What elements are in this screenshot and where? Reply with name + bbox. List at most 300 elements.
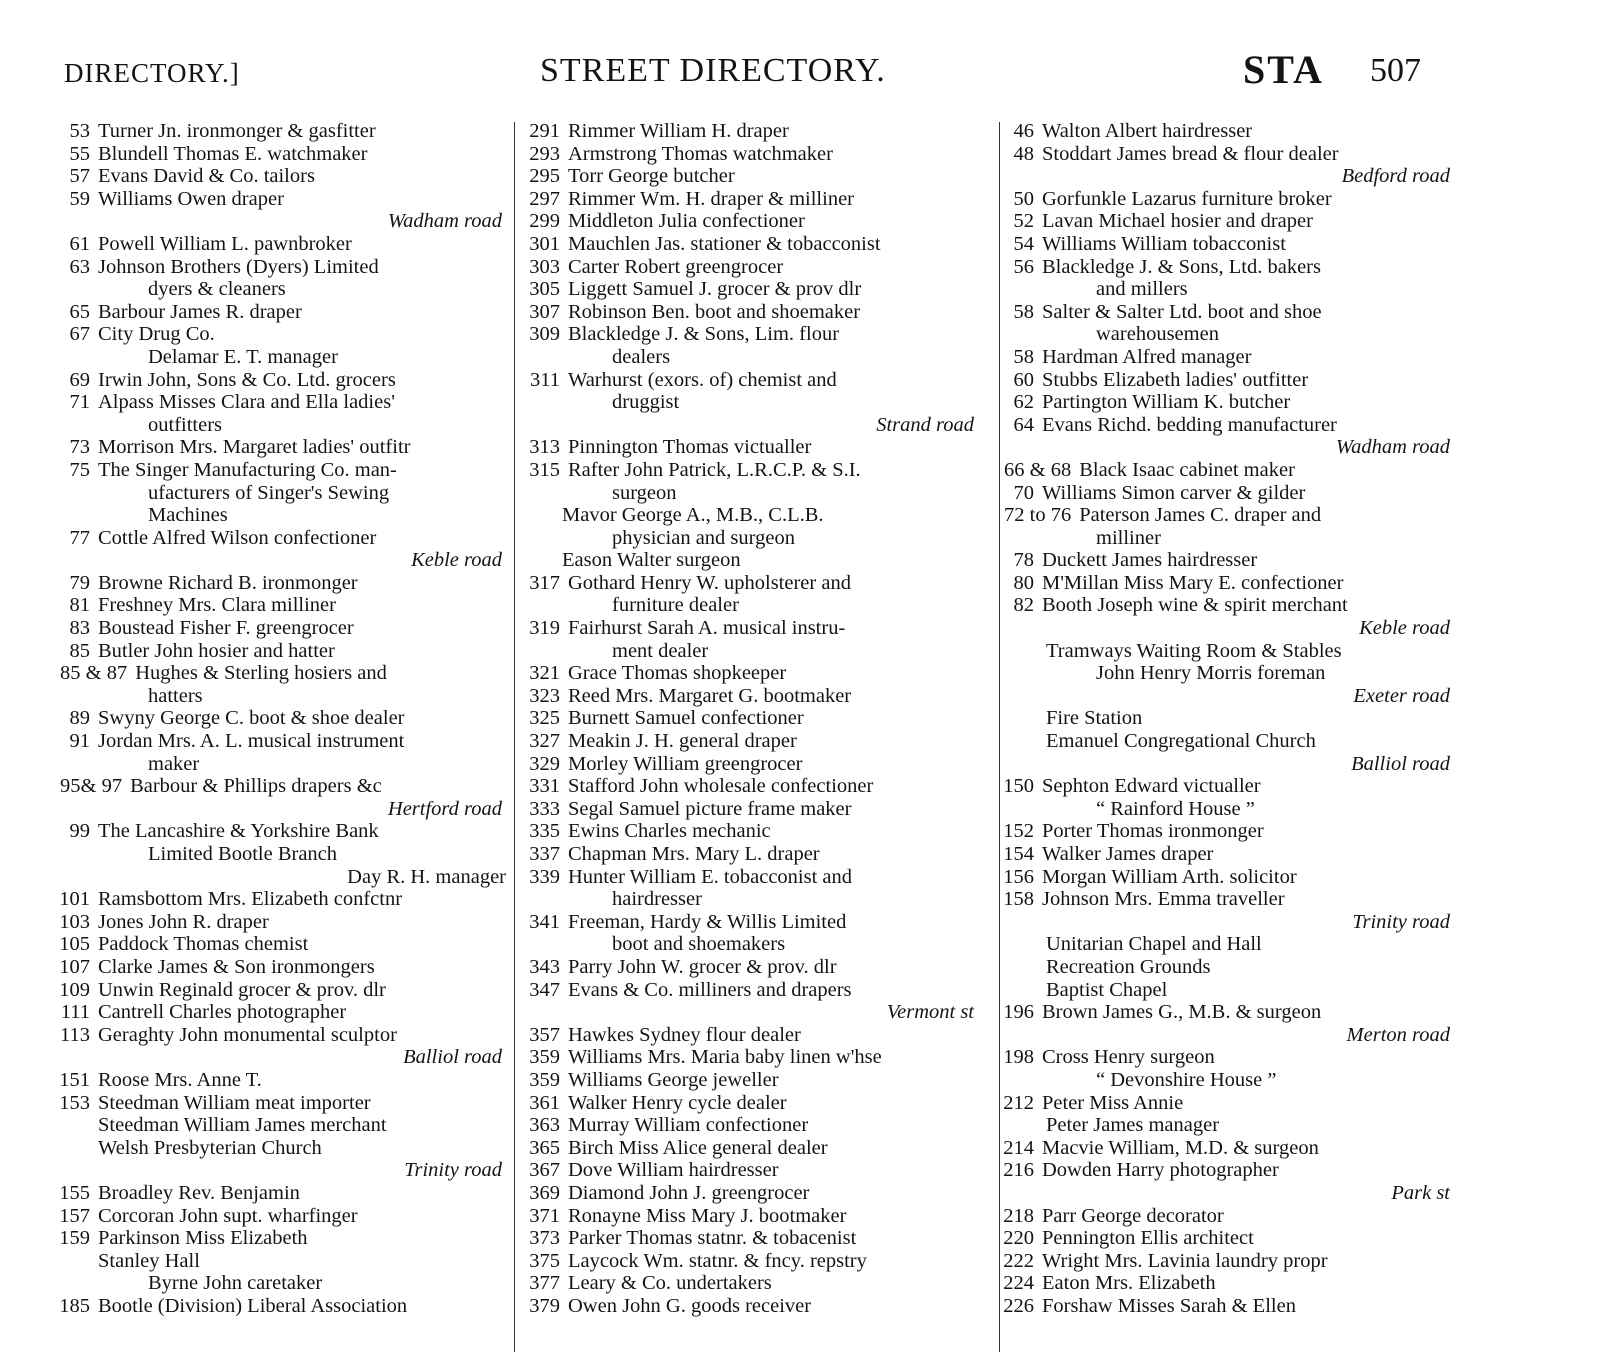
- entry-text: Turner Jn. ironmonger & gasfitter: [98, 120, 376, 142]
- street-number: 365: [529, 1136, 560, 1159]
- street-number: 339: [529, 865, 560, 888]
- street-number: 309: [529, 323, 560, 346]
- entry-text: Irwin John, Sons & Co. Ltd. grocers: [98, 368, 396, 391]
- directory-entry: [50, 1001, 520, 1024]
- entry-text: Brown James G., M.B. & surgeon: [1042, 1001, 1322, 1024]
- directory-column-2: [514, 120, 992, 1352]
- directory-entry: [514, 1137, 992, 1160]
- street-number: 375: [529, 1249, 560, 1272]
- street-heading: Balliol road: [1351, 752, 1450, 775]
- street-number: 55: [69, 142, 90, 165]
- directory-entry: [50, 301, 520, 324]
- directory-entry: [514, 1250, 992, 1273]
- street-number: 109: [59, 978, 90, 1001]
- entry-text: Walker Henry cycle dealer: [568, 1091, 787, 1114]
- directory-entry: [514, 436, 992, 459]
- street-number: 113: [60, 1023, 90, 1046]
- street-number: 216: [1003, 1159, 1034, 1182]
- entry-continuation: ment dealer: [612, 639, 709, 662]
- entry-text: Cantrell Charles photographer: [98, 1001, 347, 1024]
- street-number: 363: [529, 1114, 560, 1137]
- directory-entry: [50, 1182, 520, 1205]
- entry-text: Parry John W. grocer & prov. dlr: [568, 955, 837, 978]
- directory-column-3: [998, 120, 1468, 1352]
- street-number: 152: [1003, 820, 1034, 843]
- directory-entry: [998, 1159, 1468, 1182]
- directory-entry: [50, 1205, 520, 1228]
- entry-text: Browne Richard B. ironmonger: [98, 571, 358, 594]
- street-number: 63: [69, 255, 90, 278]
- entry-text: The Singer Manufacturing Co. man-: [98, 458, 397, 481]
- street-number: 198: [1003, 1046, 1034, 1069]
- entry-text: Johnson Mrs. Emma traveller: [1042, 888, 1285, 911]
- street-heading: Merton road: [1346, 1023, 1450, 1046]
- directory-entry: Unitarian Chapel and Hall: [1046, 933, 1262, 956]
- entry-text: Stubbs Elizabeth ladies' outfitter: [1042, 368, 1309, 391]
- street-number: 80: [1013, 571, 1034, 594]
- directory-entry: [50, 640, 520, 663]
- entry-continuation: furniture dealer: [612, 594, 739, 617]
- entry-text: Hunter William E. tobacconist and: [568, 865, 853, 888]
- street-number: 295: [529, 165, 560, 188]
- entry-text: Alpass Misses Clara and Ella ladies': [98, 391, 395, 414]
- street-number: 222: [1003, 1249, 1034, 1272]
- street-number: 212: [1003, 1091, 1034, 1114]
- directory-entry: [514, 572, 992, 595]
- directory-entry: [514, 956, 992, 979]
- entry-continuation: hairdresser: [612, 888, 702, 911]
- entry-text: Rafter John Patrick, L.R.C.P. & S.I.: [568, 458, 861, 481]
- street-number: 83: [69, 617, 90, 640]
- street-number: 377: [529, 1272, 560, 1295]
- street-number: 315: [529, 458, 560, 481]
- entry-text: Ewins Charles mechanic: [568, 820, 771, 843]
- directory-entry: [514, 979, 992, 1002]
- directory-entry: [50, 911, 520, 934]
- street-heading: Keble road: [411, 549, 502, 572]
- directory-entry: [998, 775, 1468, 798]
- directory-entry: [514, 662, 992, 685]
- directory-entry: [514, 1227, 992, 1250]
- directory-entry: [998, 391, 1468, 414]
- entry-text: Grace Thomas shopkeeper: [568, 662, 787, 685]
- entry-text: Cross Henry surgeon: [1042, 1046, 1215, 1069]
- directory-entry: [998, 143, 1468, 166]
- directory-entry: [50, 888, 520, 911]
- street-number: 58: [1013, 300, 1034, 323]
- street-number: 52: [1013, 210, 1034, 233]
- entry-text: Warhurst (exors. of) chemist and: [568, 368, 837, 391]
- entry-text: Laycock Wm. statnr. & fncy. repstry: [568, 1249, 867, 1272]
- street-number: 367: [529, 1159, 560, 1182]
- directory-entry: [50, 1295, 520, 1318]
- entry-text: Roose Mrs. Anne T.: [98, 1068, 262, 1091]
- street-number: 343: [529, 955, 560, 978]
- entry-continuation: warehousemen: [1096, 323, 1219, 346]
- entry-text: Carter Robert greengrocer: [568, 255, 784, 278]
- street-number: 48: [1013, 142, 1034, 165]
- entry-continuation: physician and surgeon: [612, 526, 795, 549]
- street-number: 220: [1003, 1227, 1034, 1250]
- entry-text: Barbour James R. draper: [98, 300, 302, 323]
- directory-entry: [998, 188, 1468, 211]
- street-number: 53: [69, 120, 90, 142]
- entry-text: Parkinson Miss Elizabeth: [98, 1227, 308, 1250]
- street-number: 293: [529, 142, 560, 165]
- street-number: 85 & 87: [60, 662, 128, 685]
- directory-entry: [50, 775, 520, 798]
- entry-text: Evans David & Co. tailors: [98, 165, 315, 188]
- directory-entry: [514, 1205, 992, 1228]
- directory-entry: [50, 1069, 520, 1092]
- entry-continuation: Day R. H. manager: [347, 865, 506, 888]
- entry-continuation: druggist: [612, 391, 680, 414]
- entry-text: Williams Simon carver & gilder: [1042, 481, 1306, 504]
- directory-entry: Emanuel Congregational Church: [1046, 730, 1316, 753]
- directory-entry: [514, 1024, 992, 1047]
- street-number: 77: [69, 526, 90, 549]
- entry-text: Middleton Julia confectioner: [568, 210, 805, 233]
- entry-text: Stoddart James bread & flour dealer: [1042, 142, 1339, 165]
- directory-entry: Stanley Hall: [98, 1249, 200, 1272]
- street-number: 214: [1003, 1136, 1034, 1159]
- directory-entry: [514, 459, 992, 482]
- street-number: 297: [529, 187, 560, 210]
- entry-continuation: outfitters: [148, 413, 223, 436]
- directory-entry: [514, 143, 992, 166]
- directory-entry: [50, 459, 520, 482]
- street-number: 151: [59, 1068, 90, 1091]
- street-number: 307: [529, 300, 560, 323]
- entry-text: Murray William confectioner: [568, 1114, 809, 1137]
- directory-entry: [50, 662, 520, 685]
- entry-text: Ronayne Miss Mary J. bootmaker: [568, 1204, 847, 1227]
- entry-continuation: maker: [148, 752, 200, 775]
- directory-entry: [998, 820, 1468, 843]
- directory-entry: [514, 707, 992, 730]
- entry-text: Porter Thomas ironmonger: [1042, 820, 1264, 843]
- entry-text: Booth Joseph wine & spirit merchant: [1042, 594, 1348, 617]
- entry-continuation: “ Rainford House ”: [1096, 797, 1255, 820]
- directory-entry: [50, 165, 520, 188]
- street-number: 111: [60, 1001, 90, 1024]
- street-number: 379: [529, 1294, 560, 1317]
- directory-entry: [514, 1159, 992, 1182]
- entry-text: Duckett James hairdresser: [1042, 549, 1258, 572]
- directory-entry: [998, 301, 1468, 324]
- entry-text: Dove William hairdresser: [568, 1159, 779, 1182]
- page-title: STREET DIRECTORY.: [540, 52, 886, 89]
- street-number: 75: [69, 458, 90, 481]
- directory-entry: [50, 979, 520, 1002]
- entry-text: Steedman William meat importer: [98, 1091, 371, 1114]
- street-number: 69: [69, 368, 90, 391]
- entry-text: Pinnington Thomas victualler: [568, 436, 812, 459]
- street-number: 333: [529, 797, 560, 820]
- entry-text: Parr George decorator: [1042, 1204, 1224, 1227]
- entry-text: Dowden Harry photographer: [1042, 1159, 1279, 1182]
- entry-text: Freshney Mrs. Clara milliner: [98, 594, 336, 617]
- street-number: 159: [59, 1227, 90, 1250]
- entry-text: Corcoran John supt. wharfinger: [98, 1204, 358, 1227]
- directory-entry: [514, 753, 992, 776]
- entry-text: Geraghty John monumental sculptor: [98, 1023, 397, 1046]
- entry-continuation: John Henry Morris foreman: [1096, 662, 1326, 685]
- entry-text: Lavan Michael hosier and draper: [1042, 210, 1313, 233]
- street-number: 154: [1003, 843, 1034, 865]
- directory-entry: [998, 346, 1468, 369]
- directory-entry: [514, 1069, 992, 1092]
- street-number: 291: [529, 120, 560, 142]
- entry-text: Barbour & Phillips drapers &c: [130, 775, 382, 798]
- street-number: 305: [529, 278, 560, 301]
- directory-entry: [998, 233, 1468, 256]
- street-number: 67: [69, 323, 90, 346]
- entry-text: Robinson Ben. boot and shoemaker: [568, 300, 861, 323]
- street-number: 155: [59, 1181, 90, 1204]
- entry-continuation: hatters: [148, 684, 203, 707]
- entry-text: Unwin Reginald grocer & prov. dlr: [98, 978, 386, 1001]
- directory-entry: [998, 120, 1468, 143]
- entry-continuation: dyers & cleaners: [148, 278, 286, 301]
- street-number: 196: [1003, 1001, 1034, 1024]
- directory-entry: [514, 369, 992, 392]
- directory-entry: [514, 685, 992, 708]
- street-number: 373: [529, 1227, 560, 1250]
- directory-entry: [50, 1024, 520, 1047]
- entry-text: Butler John hosier and hatter: [98, 639, 335, 662]
- directory-entry: [514, 843, 992, 866]
- street-number: 81: [69, 594, 90, 617]
- directory-entry: [50, 1092, 520, 1115]
- directory-entry: [50, 391, 520, 414]
- directory-entry: [514, 820, 992, 843]
- entry-text: Powell William L. pawnbroker: [98, 232, 352, 255]
- directory-entry: [998, 482, 1468, 505]
- directory-entry: [998, 866, 1468, 889]
- entry-text: Paterson James C. draper and: [1079, 504, 1322, 527]
- street-number: 361: [529, 1091, 560, 1114]
- street-heading: Hertford road: [387, 797, 502, 820]
- directory-entry: [50, 188, 520, 211]
- directory-entry: Mavor George A., M.B., C.L.B.: [562, 504, 824, 527]
- entry-text: Freeman, Hardy & Willis Limited: [568, 910, 847, 933]
- street-number: 303: [529, 255, 560, 278]
- entry-text: Diamond John J. greengrocer: [568, 1181, 810, 1204]
- street-number: 313: [529, 436, 560, 459]
- entry-text: The Lancashire & Yorkshire Bank: [98, 820, 379, 843]
- street-number: 347: [529, 978, 560, 1001]
- entry-text: Rimmer Wm. H. draper & milliner: [568, 187, 854, 210]
- entry-continuation: ufacturers of Singer's Sewing: [148, 481, 390, 504]
- street-number: 327: [529, 730, 560, 753]
- street-number: 58: [1013, 345, 1034, 368]
- street-number: 337: [529, 843, 560, 865]
- directory-entry: [998, 1227, 1468, 1250]
- directory-entry: [50, 436, 520, 459]
- entry-continuation: Limited Bootle Branch: [148, 843, 338, 865]
- entry-text: Stafford John wholesale confectioner: [568, 775, 874, 798]
- entry-text: Eaton Mrs. Elizabeth: [1042, 1272, 1216, 1295]
- entry-text: Sephton Edward victualler: [1042, 775, 1261, 798]
- street-number: 153: [59, 1091, 90, 1114]
- directory-entry: [998, 1092, 1468, 1115]
- directory-entry: Fire Station: [1046, 707, 1143, 730]
- directory-entry: [514, 301, 992, 324]
- entry-text: Clarke James & Son ironmongers: [98, 955, 375, 978]
- street-number: 319: [529, 617, 560, 640]
- directory-entry: [998, 369, 1468, 392]
- street-number: 64: [1013, 413, 1034, 436]
- street-number: 157: [59, 1204, 90, 1227]
- directory-entry: [998, 1295, 1468, 1318]
- directory-entry: [998, 504, 1468, 527]
- directory-entry: [514, 1092, 992, 1115]
- entry-continuation: boot and shoemakers: [612, 933, 786, 956]
- street-number: 61: [69, 232, 90, 255]
- street-number: 50: [1013, 187, 1034, 210]
- directory-entry: [514, 617, 992, 640]
- directory-entry: Steedman William James merchant: [98, 1114, 387, 1137]
- directory-entry: [998, 1205, 1468, 1228]
- street-number: 62: [1013, 391, 1034, 414]
- entry-text: Johnson Brothers (Dyers) Limited: [98, 255, 379, 278]
- street-number: 59: [69, 187, 90, 210]
- street-number: 95& 97: [60, 775, 123, 798]
- entry-text: Owen John G. goods receiver: [568, 1294, 812, 1317]
- street-number: 329: [529, 752, 560, 775]
- entry-continuation: “ Devonshire House ”: [1096, 1068, 1277, 1091]
- directory-entry: [514, 911, 992, 934]
- street-number: 73: [69, 436, 90, 459]
- entry-text: Blackledge J. & Sons, Lim. flour: [568, 323, 840, 346]
- street-number: 57: [69, 165, 90, 188]
- directory-entry: [50, 143, 520, 166]
- street-number: 311: [530, 368, 560, 391]
- directory-entry: [998, 1137, 1468, 1160]
- street-heading: Balliol road: [403, 1046, 502, 1069]
- street-number: 218: [1003, 1204, 1034, 1227]
- entry-text: Chapman Mrs. Mary L. draper: [568, 843, 820, 865]
- entry-text: Morgan William Arth. solicitor: [1042, 865, 1297, 888]
- running-head-left: DIRECTORY.]: [64, 58, 240, 88]
- directory-entry: [50, 572, 520, 595]
- street-number: 331: [529, 775, 560, 798]
- street-number: 357: [529, 1023, 560, 1046]
- entry-text: Morley William greengrocer: [568, 752, 803, 775]
- directory-entry: [998, 572, 1468, 595]
- entry-text: Walton Albert hairdresser: [1042, 120, 1253, 142]
- street-number: 317: [529, 571, 560, 594]
- directory-entry: [50, 594, 520, 617]
- directory-entry: [998, 1272, 1468, 1295]
- directory-entry: [998, 210, 1468, 233]
- entry-text: Pennington Ellis architect: [1042, 1227, 1254, 1250]
- street-number: 101: [59, 888, 90, 911]
- directory-entry: Recreation Grounds: [1046, 955, 1211, 978]
- entry-text: Wright Mrs. Lavinia laundry propr: [1042, 1249, 1328, 1272]
- directory-entry: Peter James manager: [1046, 1114, 1220, 1137]
- directory-entry: [514, 1295, 992, 1318]
- entry-text: Jones John R. draper: [98, 910, 269, 933]
- entry-text: Bootle (Division) Liberal Association: [98, 1294, 408, 1317]
- entry-text: Blundell Thomas E. watchmaker: [98, 142, 368, 165]
- entry-text: Gothard Henry W. upholsterer and: [568, 571, 851, 594]
- directory-entry: Baptist Chapel: [1046, 978, 1168, 1001]
- directory-entry: [998, 1250, 1468, 1273]
- directory-entry: [998, 1046, 1468, 1069]
- entry-text: Partington William K. butcher: [1042, 391, 1291, 414]
- street-number: 56: [1013, 255, 1034, 278]
- directory-entry: [998, 888, 1468, 911]
- directory-entry: [998, 594, 1468, 617]
- entry-continuation: dealers: [612, 345, 671, 368]
- entry-text: Torr George butcher: [568, 165, 735, 188]
- entry-text: Burnett Samuel confectioner: [568, 707, 804, 730]
- entry-text: Blackledge J. & Sons, Ltd. bakers: [1042, 255, 1321, 278]
- entry-text: Evans & Co. milliners and drapers: [568, 978, 852, 1001]
- directory-entry: [514, 233, 992, 256]
- street-number: 341: [529, 910, 560, 933]
- entry-text: Forshaw Misses Sarah & Ellen: [1042, 1294, 1296, 1317]
- street-number: 156: [1003, 865, 1034, 888]
- directory-entry: [998, 459, 1468, 482]
- street-heading: Keble road: [1359, 617, 1450, 640]
- entry-text: Hardman Alfred manager: [1042, 345, 1252, 368]
- street-number: 150: [1003, 775, 1034, 798]
- directory-entry: [514, 165, 992, 188]
- directory-entry: [514, 1182, 992, 1205]
- directory-entry: [514, 730, 992, 753]
- street-number: 299: [529, 210, 560, 233]
- street-number: 224: [1003, 1272, 1034, 1295]
- entry-text: Hughes & Sterling hosiers and: [135, 662, 387, 685]
- directory-entry: Eason Walter surgeon: [562, 549, 741, 572]
- directory-entry: [50, 933, 520, 956]
- entry-text: Swyny George C. boot & shoe dealer: [98, 707, 405, 730]
- directory-entry: [50, 617, 520, 640]
- directory-entry: [514, 1114, 992, 1137]
- street-number: 321: [529, 662, 560, 685]
- entry-text: Rimmer William H. draper: [568, 120, 789, 142]
- street-heading: Wadham road: [1335, 436, 1450, 459]
- entry-continuation: milliner: [1096, 526, 1161, 549]
- entry-text: Armstrong Thomas watchmaker: [568, 142, 833, 165]
- entry-text: Reed Mrs. Margaret G. bootmaker: [568, 684, 852, 707]
- entry-text: City Drug Co.: [98, 323, 215, 346]
- street-number: 323: [529, 684, 560, 707]
- street-heading: Exeter road: [1353, 684, 1450, 707]
- street-number: 325: [529, 707, 560, 730]
- street-number: 359: [529, 1046, 560, 1069]
- street-number: 107: [59, 955, 90, 978]
- directory-entry: [514, 120, 992, 143]
- street-heading: Strand road: [876, 413, 974, 436]
- directory-entry: Welsh Presbyterian Church: [98, 1136, 322, 1159]
- entry-continuation: Delamar E. T. manager: [148, 345, 338, 368]
- directory-entry: [514, 775, 992, 798]
- directory-entry: [50, 233, 520, 256]
- entry-text: Gorfunkle Lazarus furniture broker: [1042, 187, 1332, 210]
- street-number: 226: [1003, 1294, 1034, 1317]
- entry-text: Williams Owen draper: [98, 187, 284, 210]
- directory-entry: [514, 188, 992, 211]
- street-number: 103: [59, 910, 90, 933]
- page-number: 507: [1370, 52, 1421, 89]
- street-number: 89: [69, 707, 90, 730]
- street-number: 85: [69, 639, 90, 662]
- entry-text: Meakin J. H. general draper: [568, 730, 797, 753]
